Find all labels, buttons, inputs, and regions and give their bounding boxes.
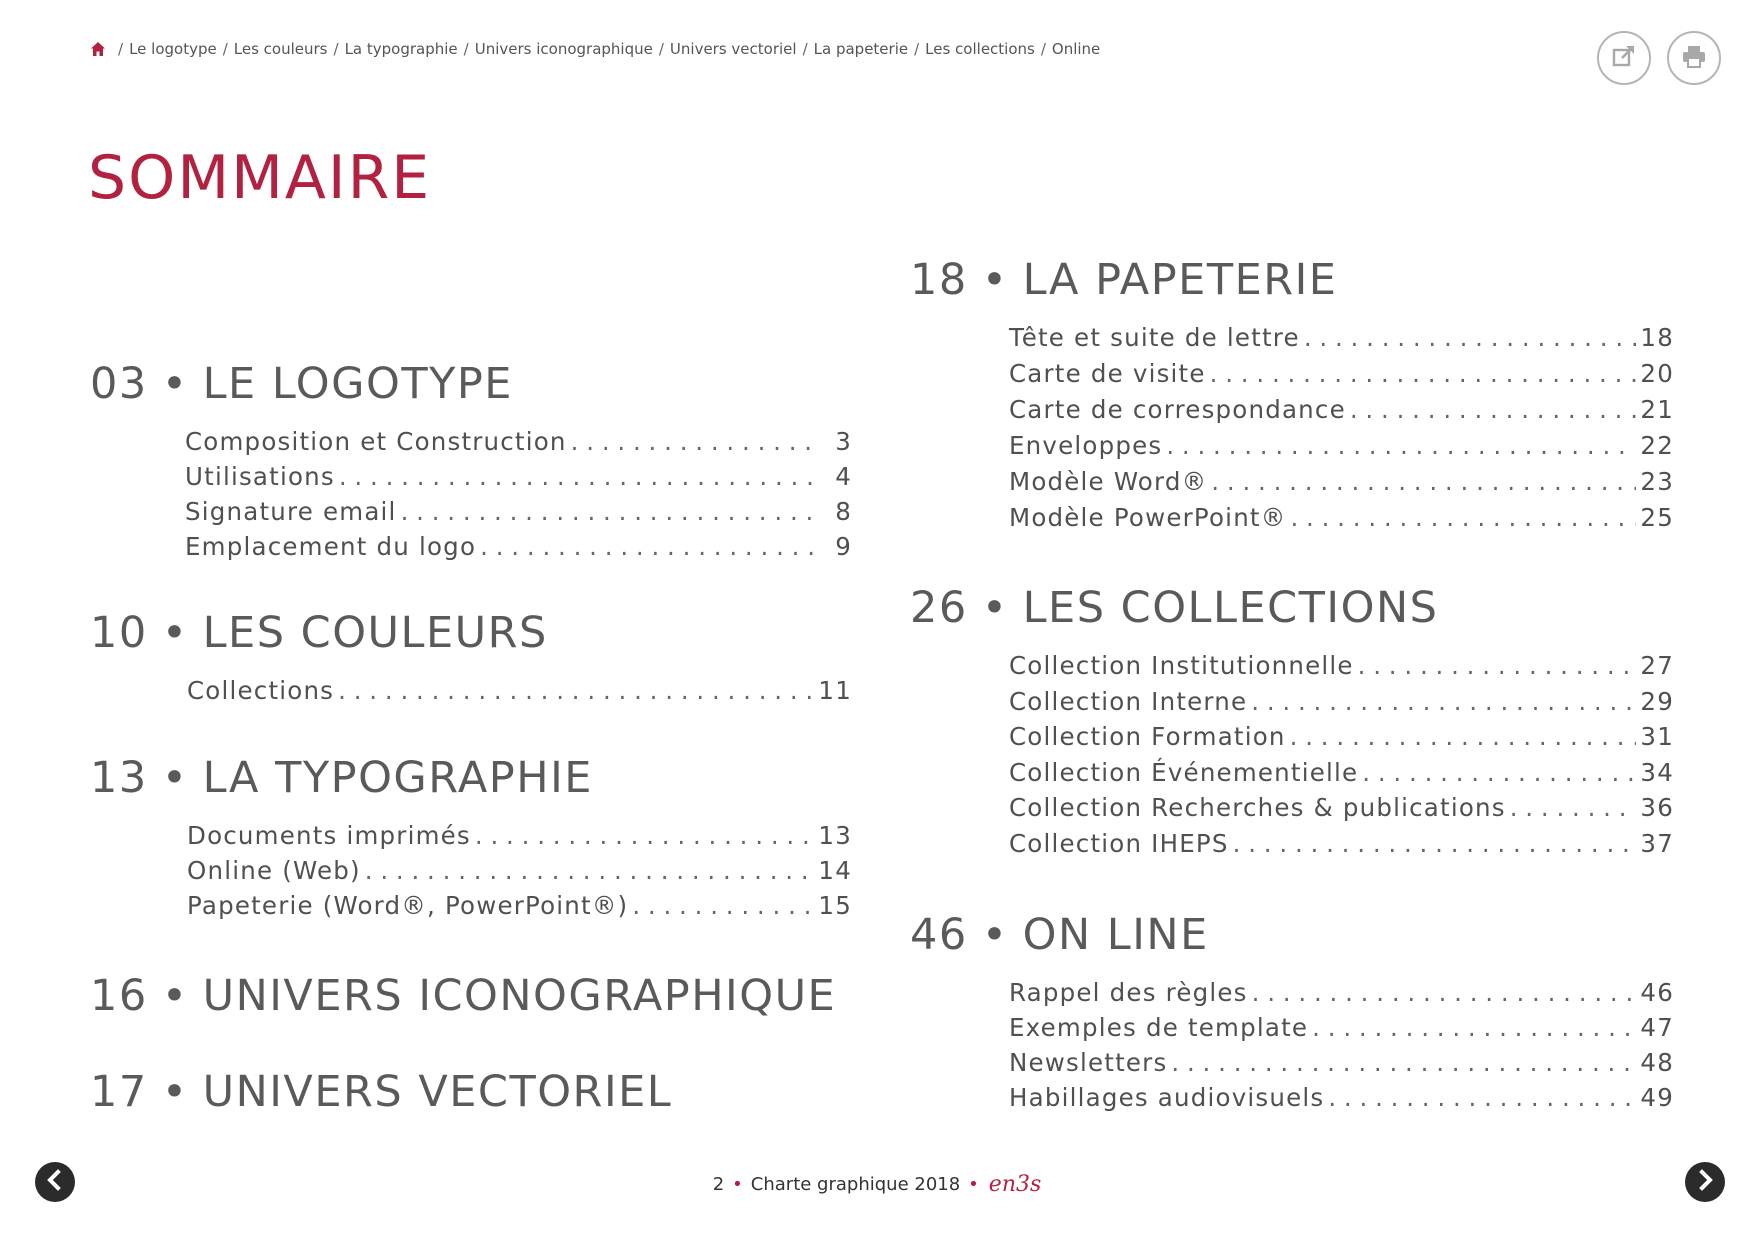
entry-list (1009, 648, 1674, 861)
section-number: 16 (90, 971, 148, 1021)
breadcrumb-item-collections[interactable]: Les collections (925, 40, 1035, 58)
entry-list (185, 424, 852, 564)
section-number: 10 (90, 608, 148, 658)
entry-label: Newsletters (1009, 1048, 1168, 1077)
arrow-right-icon (1693, 1168, 1717, 1196)
entry-label: Habillages audiovisuels (1009, 1083, 1325, 1112)
toc-entry[interactable] (1009, 500, 1674, 536)
breadcrumb-item-typographie[interactable]: La typographie (344, 40, 458, 58)
entry-label: Rappel des règles (1009, 978, 1248, 1007)
entry-label: Collections (187, 676, 335, 705)
section-title: LA TYPOGRAPHIE (202, 753, 593, 803)
toc-entry[interactable] (1009, 356, 1674, 392)
entry-list (187, 818, 852, 923)
section-vectoriel (90, 1067, 852, 1117)
section-title: LES COULEURS (202, 608, 548, 658)
entry-page: 37 (1640, 828, 1674, 858)
breadcrumb-separator: / (333, 40, 339, 58)
entry-page: 4 (835, 462, 852, 491)
entry-page: 29 (1640, 686, 1674, 716)
toc-entry[interactable] (1009, 1045, 1674, 1080)
breadcrumb-separator: / (658, 40, 664, 58)
entry-label: Utilisations (185, 462, 335, 491)
entry-page: 47 (1640, 1013, 1674, 1042)
print-button[interactable] (1667, 31, 1721, 85)
section-heading[interactable] (90, 1067, 852, 1117)
brand-logo: en3s (988, 1172, 1042, 1197)
entry-page: 9 (835, 532, 852, 561)
toc-entry[interactable] (185, 424, 852, 459)
bullet: • (161, 971, 189, 1021)
breadcrumb-separator: / (463, 40, 469, 58)
entry-label: Modèle PowerPoint® (1009, 503, 1287, 532)
section-title: ON LINE (1022, 910, 1209, 960)
entry-label: Carte de correspondance (1009, 395, 1346, 424)
section-heading[interactable] (910, 255, 1674, 305)
entry-label: Exemples de template (1009, 1013, 1309, 1042)
breadcrumb-item-online[interactable]: Online (1051, 40, 1101, 58)
entry-list (1009, 975, 1674, 1115)
section-title: LA PAPETERIE (1022, 255, 1338, 305)
entry-page: 13 (818, 821, 852, 850)
section-heading[interactable] (90, 971, 852, 1021)
toc-entry[interactable] (1009, 755, 1674, 791)
entry-page: 36 (1640, 793, 1674, 822)
toc-entry[interactable] (187, 818, 852, 853)
entry-page: 3 (835, 427, 852, 456)
section-number: 26 (910, 583, 968, 633)
toc-entry[interactable] (1009, 975, 1674, 1010)
entry-list (187, 673, 852, 708)
breadcrumb (90, 38, 1100, 60)
breadcrumb-item-papeterie[interactable]: La papeterie (813, 40, 909, 58)
entry-label: Composition et Construction (185, 427, 567, 456)
section-couleurs (90, 608, 852, 708)
page-title: SOMMAIRE (88, 143, 432, 213)
toc-entry[interactable] (1009, 648, 1674, 684)
toc-entry[interactable] (1009, 790, 1674, 826)
section-logotype (90, 359, 852, 564)
section-online (910, 910, 1674, 1115)
entry-label: Modèle Word® (1009, 467, 1208, 496)
toc-entry[interactable] (1009, 320, 1674, 356)
entry-page: 21 (1640, 395, 1674, 424)
entry-label: Signature email (185, 497, 397, 526)
toc-entry[interactable] (1009, 684, 1674, 720)
breadcrumb-separator: / (1040, 40, 1046, 58)
entry-label: Collection Recherches & publications (1009, 793, 1506, 822)
section-heading[interactable] (90, 753, 852, 803)
breadcrumb-separator: / (914, 40, 920, 58)
entry-label: Collection Interne (1009, 686, 1248, 716)
entry-page: 27 (1640, 651, 1674, 680)
toc-entry[interactable] (185, 529, 852, 564)
entry-page: 49 (1640, 1083, 1674, 1112)
bullet: • (981, 583, 1009, 633)
section-number: 13 (90, 753, 148, 803)
section-heading[interactable] (90, 359, 852, 409)
section-number: 03 (90, 359, 148, 409)
breadcrumb-item-vectoriel[interactable]: Univers vectoriel (669, 40, 797, 58)
previous-page-button[interactable] (35, 1162, 75, 1202)
section-heading[interactable] (90, 608, 852, 658)
arrow-left-icon (43, 1168, 67, 1196)
entry-label: Online (Web) (187, 856, 361, 885)
entry-label: Documents imprimés (187, 821, 471, 850)
footer (0, 1172, 1754, 1197)
entry-label: Carte de visite (1009, 359, 1206, 388)
page-number: 2 (712, 1174, 725, 1195)
entry-label: Emplacement du logo (185, 532, 477, 561)
bullet: • (161, 608, 189, 658)
entry-page: 22 (1640, 431, 1674, 460)
entry-page: 48 (1640, 1048, 1674, 1077)
section-number: 17 (90, 1067, 148, 1117)
breadcrumb-item-couleurs[interactable]: Les couleurs (233, 40, 328, 58)
entry-page: 46 (1640, 978, 1674, 1007)
external-link-icon (1611, 43, 1637, 73)
section-iconographique (90, 971, 852, 1021)
breadcrumb-item-iconographique[interactable]: Univers iconographique (474, 40, 653, 58)
section-heading[interactable] (910, 583, 1674, 633)
breadcrumb-separator: / (118, 40, 124, 58)
section-heading[interactable] (910, 910, 1674, 960)
section-collections (910, 583, 1674, 861)
entry-page: 8 (835, 497, 852, 526)
toc-entry[interactable] (187, 673, 852, 708)
breadcrumb-separator: / (802, 40, 808, 58)
bullet: • (161, 753, 189, 803)
bullet: • (981, 255, 1009, 305)
section-title: UNIVERS VECTORIEL (202, 1067, 673, 1117)
entry-label: Tête et suite de lettre (1009, 323, 1300, 352)
toc-entry[interactable] (1009, 464, 1674, 500)
toc-entry[interactable] (185, 459, 852, 494)
entry-label: Enveloppes (1009, 431, 1163, 460)
section-number: 46 (910, 910, 968, 960)
entry-page: 20 (1640, 359, 1674, 388)
section-papeterie (910, 255, 1674, 536)
toc-entry[interactable] (1009, 1080, 1674, 1115)
section-number: 18 (910, 255, 968, 305)
bullet: • (161, 1067, 189, 1117)
toc-entry[interactable] (187, 888, 852, 923)
toc-entry[interactable] (1009, 1010, 1674, 1045)
footer-text: Charte graphique 2018 (750, 1174, 961, 1195)
entry-list (1009, 320, 1674, 536)
entry-page: 15 (818, 891, 852, 920)
entry-page: 11 (818, 676, 852, 705)
entry-page: 34 (1640, 757, 1674, 787)
section-title: UNIVERS ICONOGRAPHIQUE (202, 971, 837, 1021)
printer-icon (1681, 43, 1707, 73)
home-icon[interactable] (90, 41, 106, 57)
section-title: LE LOGOTYPE (202, 359, 513, 409)
entry-page: 23 (1640, 467, 1674, 496)
next-page-button[interactable] (1685, 1162, 1725, 1202)
share-button[interactable] (1597, 31, 1651, 85)
entry-page: 31 (1640, 722, 1674, 751)
toc-entry[interactable] (1009, 719, 1674, 755)
entry-label: Collection IHEPS (1009, 828, 1229, 858)
entry-page: 25 (1640, 503, 1674, 532)
breadcrumb-separator: / (222, 40, 228, 58)
entry-label: Collection Institutionnelle (1009, 651, 1354, 680)
entry-page: 14 (818, 856, 852, 885)
breadcrumb-item-logotype[interactable]: Le logotype (129, 40, 217, 58)
toc-entry[interactable] (187, 853, 852, 888)
section-typographie (90, 753, 852, 923)
bullet: • (981, 910, 1009, 960)
section-title: LES COLLECTIONS (1022, 583, 1439, 633)
entry-page: 18 (1640, 323, 1674, 352)
toc-entry[interactable] (1009, 392, 1674, 428)
footer-bullet: • (968, 1174, 979, 1195)
toc-entry[interactable] (1009, 826, 1674, 862)
toc-entry[interactable] (185, 494, 852, 529)
entry-label: Collection Formation (1009, 722, 1286, 751)
bullet: • (161, 359, 189, 409)
entry-label: Papeterie (Word®, PowerPoint®) (187, 891, 629, 920)
toc-entry[interactable] (1009, 428, 1674, 464)
entry-label: Collection Événementielle (1009, 757, 1359, 787)
footer-bullet: • (732, 1174, 743, 1195)
